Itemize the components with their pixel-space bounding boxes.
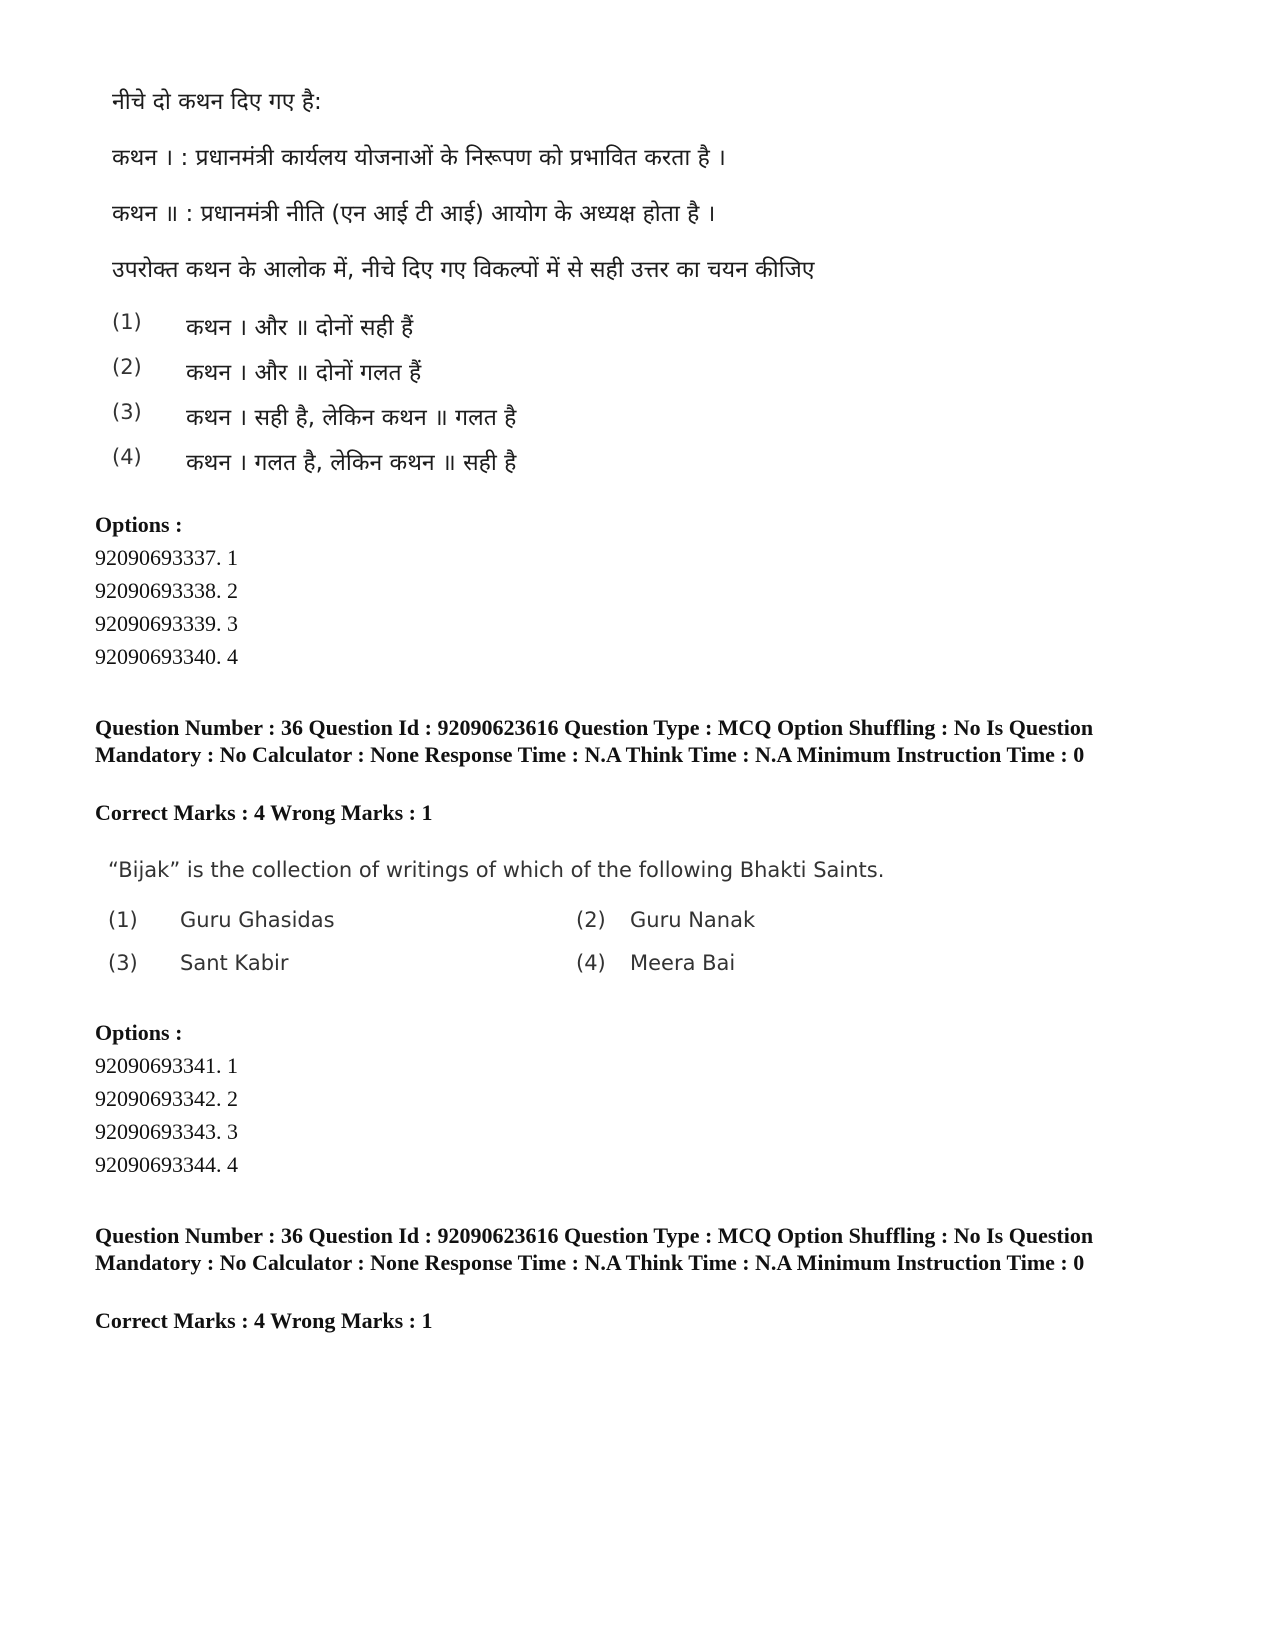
question-next-marks: Correct Marks : 4 Wrong Marks : 1 [95, 1308, 433, 1333]
choice-text: Sant Kabir [180, 951, 289, 975]
choice-3 [108, 951, 289, 975]
choice-number: (2) [576, 908, 606, 932]
option-id-3: 92090693339. 3 [95, 611, 238, 636]
question-next-meta: Question Number : 36 Question Id : 92090623616 Question Type : MCQ Option Shuffling : No Is Question Mandatory : No Calculator : None Response Time : N.A Think Time : N.A Minimum Instruction Time : 0 [95, 1223, 1094, 1275]
options-title: Options : [95, 512, 183, 537]
option-id-4: 92090693344. 4 [95, 1152, 238, 1177]
option-id-2: 92090693342. 2 [95, 1086, 238, 1111]
question-intro: नीचे दो कथन दिए गए है: [112, 89, 322, 115]
choice-text: Guru Ghasidas [180, 908, 335, 932]
options-block-35 [95, 508, 238, 673]
statement-2: कथन ॥ : प्रधानमंत्री नीति (एन आई टी आई) आयोग के अध्यक्ष होता है । [112, 201, 716, 227]
choice-text: कथन । और ॥ दोनों गलत हैं [186, 360, 422, 386]
choice-number: (4) [576, 951, 606, 975]
option-id-1: 92090693341. 1 [95, 1053, 238, 1078]
option-id-1: 92090693337. 1 [95, 545, 238, 570]
option-id-2: 92090693338. 2 [95, 578, 238, 603]
question-36-meta: Question Number : 36 Question Id : 92090623616 Question Type : MCQ Option Shuffling : No Is Question Mandatory : No Calculator : None Response Time : N.A Think Time : N.A Minimum Instruction Time : 0 [95, 715, 1094, 767]
question-36-text: “Bijak” is the collection of writings of which of the following Bhakti Saints. [108, 858, 885, 882]
choice-4 [576, 951, 735, 975]
options-title: Options : [95, 1020, 183, 1045]
choice-text: कथन । और ॥ दोनों सही हैं [186, 315, 414, 341]
choice-text: Guru Nanak [630, 908, 756, 932]
options-block-36 [95, 1016, 238, 1181]
choice-number: (2) [112, 355, 142, 379]
choice-text: Meera Bai [630, 951, 736, 975]
choice-text: कथन । सही है, लेकिन कथन ॥ गलत है [186, 405, 517, 431]
question-instruction: उपरोक्त कथन के आलोक में, नीचे दिए गए विकल्पों में से सही उत्तर का चयन कीजिए [112, 257, 815, 283]
choice-number: (1) [108, 908, 138, 932]
choice-text: कथन । गलत है, लेकिन कथन ॥ सही है [186, 450, 517, 476]
option-id-3: 92090693343. 3 [95, 1119, 238, 1144]
question-36-marks: Correct Marks : 4 Wrong Marks : 1 [95, 800, 433, 825]
choice-2 [576, 908, 755, 932]
statement-1: कथन । : प्रधानमंत्री कार्यलय योजनाओं के निरूपण को प्रभावित करता है । [112, 145, 726, 171]
choice-number: (3) [112, 400, 142, 424]
choice-number: (4) [112, 445, 142, 469]
choice-number: (1) [112, 310, 142, 334]
option-id-4: 92090693340. 4 [95, 644, 238, 669]
choice-1 [108, 908, 335, 932]
choice-number: (3) [108, 951, 138, 975]
